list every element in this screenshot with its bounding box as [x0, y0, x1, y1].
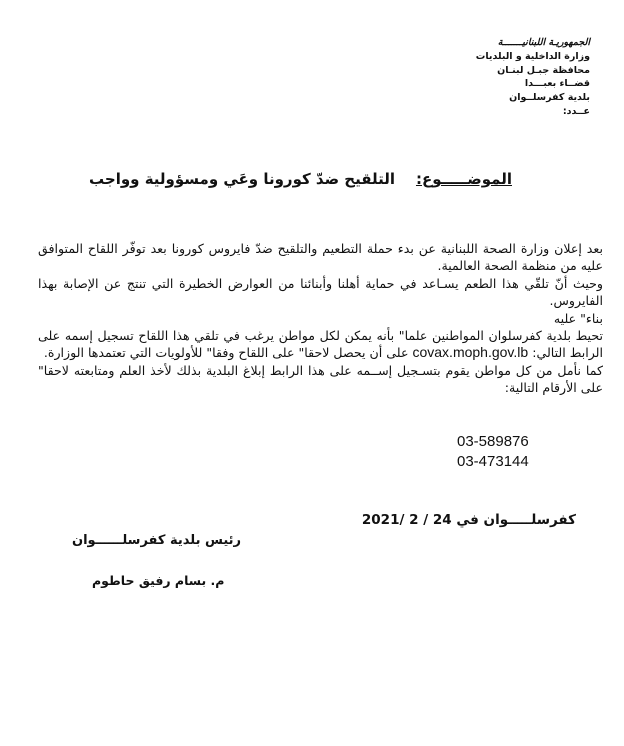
- phone-numbers: [457, 432, 529, 472]
- letterhead-number: عــدد:: [562, 105, 590, 117]
- registration-text-continued: على أن يحصل لاحقا" على اللقاح وفقا" للأولويات التي تعتمدها الوزارة.: [43, 345, 409, 361]
- letterhead-district: قضــاء بعبـــدا: [524, 78, 590, 90]
- registration-link[interactable]: covax.moph.gov.lb: [412, 344, 529, 361]
- body-paragraph-4: [38, 327, 603, 362]
- body-paragraph-5: كما نأمل من كل مواطن يقوم بتسـجيل إســمه على هذا الرابط إبلاغ البلدية بذلك لأخذ العلم ومتابعته لاحقا" على الأرقام التالية:: [38, 362, 603, 396]
- letterhead-ministry: وزارة الداخلية و البلديات: [475, 50, 590, 62]
- letterhead-republic: الجمهوريـة اللبنانيـــــــة: [497, 37, 590, 48]
- subject-label: الموضـــــوع:: [415, 170, 512, 188]
- subject-line: [89, 170, 512, 188]
- signature-name: م. بسام رفيق حاطوم: [92, 573, 225, 588]
- letterhead-governorate: محافظة جبـل لبنـان: [497, 64, 590, 76]
- registration-text: تحيط بلدية كفرسلوان المواطنين علما" بأنه يمكن لكل مواطن يرغب في تلقي هذا اللقاح تسجيل إسمه على الرابط التالي:: [38, 328, 603, 361]
- letterhead-municipality: بلدية كفرسلــوان: [509, 92, 590, 104]
- body-paragraph-2: وحيث أنّ تلقّي هذا الطعم يسـاعد في حماية أهلنا وأبنائنا من العوارض الخطيرة التي تنتج عن الإصابة بهذا الفايروس.: [38, 275, 603, 309]
- signature-title: رئيس بلدية كفرسلــــــوان: [72, 533, 242, 548]
- phone-number-2: 03-473144: [457, 453, 529, 470]
- letter-body: [38, 240, 603, 397]
- phone-number-1: 03-589876: [457, 433, 529, 450]
- letterhead: [420, 36, 590, 119]
- body-paragraph-1: بعد إعلان وزارة الصحة اللبنانية عن بدء حملة التطعيم والتلقيح ضدّ فايروس كورونا بعد توفّر اللقاح المتوافق عليه من منظمة الصحة العالمية.: [38, 241, 603, 274]
- date-line: كفرسلـــــوان في 24 / 2 /2021: [361, 512, 576, 528]
- subject-text: التلقيح ضدّ كورونا وعَي ومسؤولية وواجب: [89, 170, 396, 188]
- body-paragraph-3: بناء" عليه: [553, 310, 603, 326]
